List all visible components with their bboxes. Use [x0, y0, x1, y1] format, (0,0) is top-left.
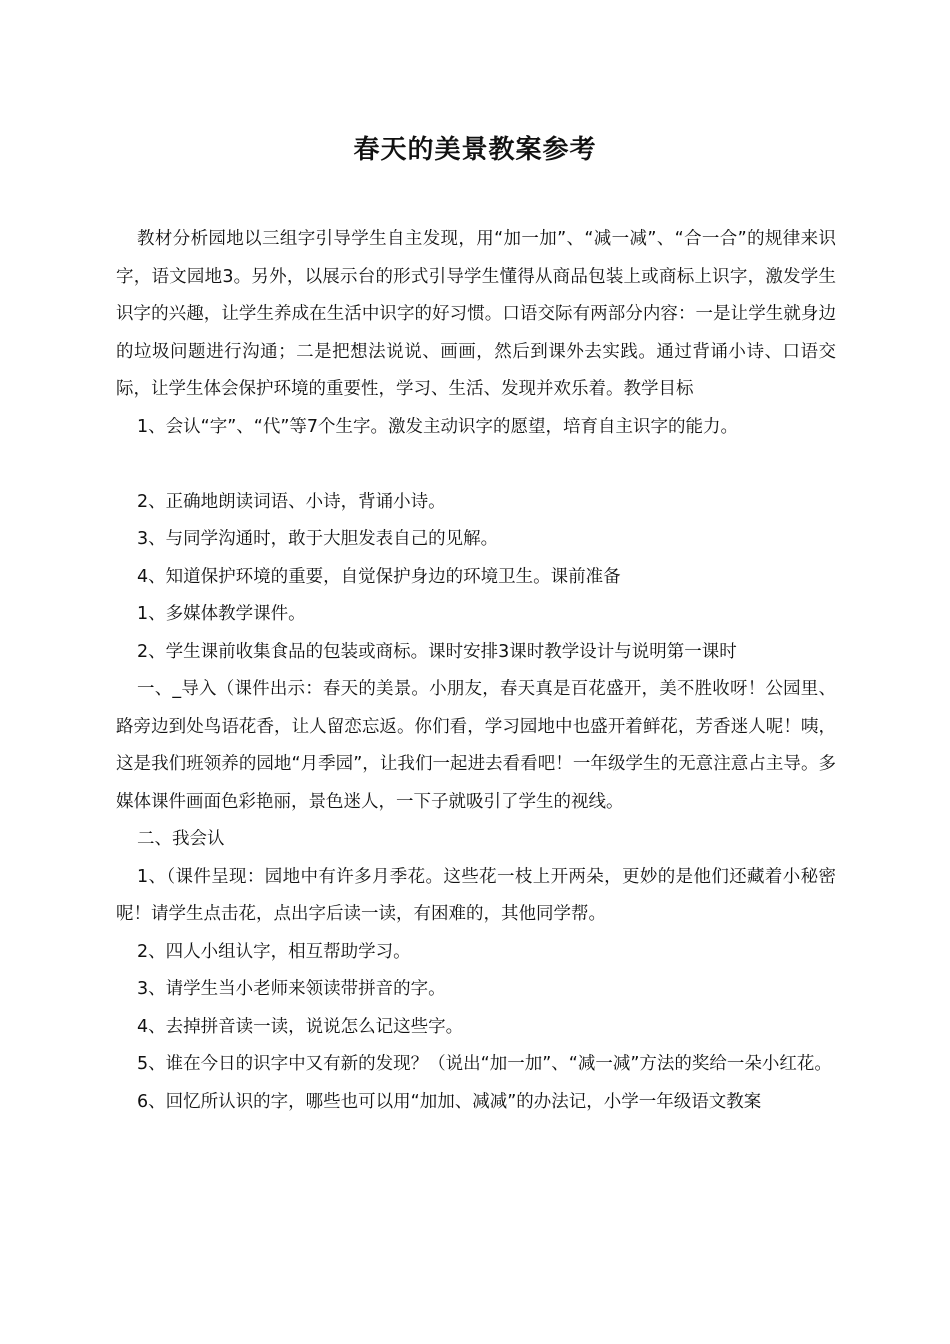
document-body	[116, 221, 836, 1121]
paragraph-section-intro: 一、_导入（课件出示：春天的美景。小朋友，春天真是百花盛开，美不胜收呀！公园里、路旁边到处鸟语花香，让人留恋忘返。你们看，学习园地中也盛开着鲜花，芳香迷人呢！咦，这是我们班领养的园地“月季园”，让我们一起进去看看吧！一年级学生的无意注意占主导。多媒体课件画面色彩艳丽，景色迷人，一下子就吸引了学生的视线。	[116, 679, 836, 812]
paragraph-step-2: 2、四人小组认字，相互帮助学习。	[137, 941, 411, 962]
paragraph-prep-2: 2、学生课前收集食品的包装或商标。课时安排3课时教学设计与说明第一课时	[137, 641, 737, 662]
paragraph-step-5: 5、谁在今日的识字中又有新的发现？（说出“加一加”、“减一减”方法的奖给一朵小红花。	[137, 1054, 832, 1074]
paragraph-step-1: 1、（课件呈现：园地中有许多月季花。这些花一枝上开两朵，更妙的是他们还藏着小秘密呢！请学生点击花，点出字后读一读，有困难的，其他同学帮。	[116, 866, 836, 924]
paragraph-step-6: 6、回忆所认识的字，哪些也可以用“加加、减减”的办法记，小学一年级语文教案	[137, 1091, 762, 1112]
paragraph-goal-4: 4、知道保护环境的重要，自觉保护身边的环境卫生。课前准备	[137, 566, 621, 587]
section-heading-recognize: 二、我会认	[137, 829, 225, 849]
paragraph-goal-3: 3、与同学沟通时，敢于大胆发表自己的见解。	[137, 529, 499, 549]
paragraph-spacer	[116, 446, 836, 484]
paragraph-textbook-analysis: 教材分析园地以三组字引导学生自主发现，用“加一加”、“减一减”、“合一合”的规律来识字，语文园地3。另外，以展示台的形式引导学生懂得从商品包装上或商标上识字，激发学生识字的兴趣，让学生养成在生活中识字的好习惯。口语交际有两部分内容：一是让学生就身边的垃圾问题进行沟通；二是把想法说说、画画，然后到课外去实践。通过背诵小诗、口语交际，让学生体会保护环境的重要性，学习、生活、发现并欢乐着。教学目标	[116, 229, 836, 399]
paragraph-step-4: 4、去掉拼音读一读，说说怎么记这些字。	[137, 1016, 464, 1037]
paragraph-goal-1: 1、会认“字”、“代”等7个生字。激发主动识字的愿望，培育自主识字的能力。	[137, 416, 739, 437]
document-title: 春天的美景教案参考	[353, 135, 597, 165]
paragraph-prep-1: 1、多媒体教学课件。	[137, 604, 306, 624]
paragraph-step-3: 3、请学生当小老师来领读带拼音的字。	[137, 979, 446, 999]
paragraph-goal-2: 2、正确地朗读词语、小诗，背诵小诗。	[137, 491, 446, 512]
